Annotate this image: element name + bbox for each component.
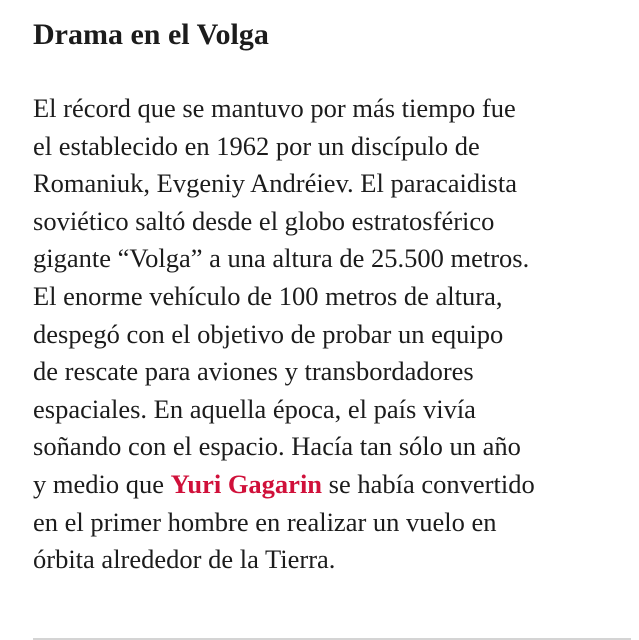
paragraph-line: gigante “Volga” a una altura de 25.500 metros.	[33, 243, 530, 274]
paragraph-line: Romaniuk, Evgeniy Andréiev. El paracaidista	[33, 168, 517, 199]
link-prefix-text: y medio que	[33, 468, 171, 499]
paragraph-line: El enorme vehículo de 100 metros de altura,	[33, 280, 503, 311]
paragraph-line: El récord que se mantuvo por más tiempo fue	[33, 93, 516, 123]
paragraph-line: en el primer hombre en realizar un vuelo en	[33, 506, 497, 537]
paragraph-line: despegó con el objetivo de probar un equipo	[33, 318, 504, 349]
paragraph-line-with-link	[33, 466, 535, 504]
paragraph-line: el establecido en 1962 por un discípulo de	[33, 130, 480, 161]
paragraph-line: espaciales. En aquella época, el país vivía	[33, 393, 476, 424]
link-suffix-text: se había convertido	[322, 468, 535, 499]
yuri-gagarin-link[interactable]: Yuri Gagarin	[170, 468, 323, 499]
article-paragraph	[33, 90, 535, 579]
paragraph-line: soñando con el espacio. Hacía tan sólo un año	[33, 431, 521, 462]
paragraph-line: soviético saltó desde el globo estratosférico	[33, 205, 495, 236]
section-heading: Drama en el Volga	[33, 18, 269, 51]
paragraph-line: órbita alrededor de la Tierra.	[33, 544, 336, 575]
paragraph-line: de rescate para aviones y transbordadores	[33, 356, 474, 387]
